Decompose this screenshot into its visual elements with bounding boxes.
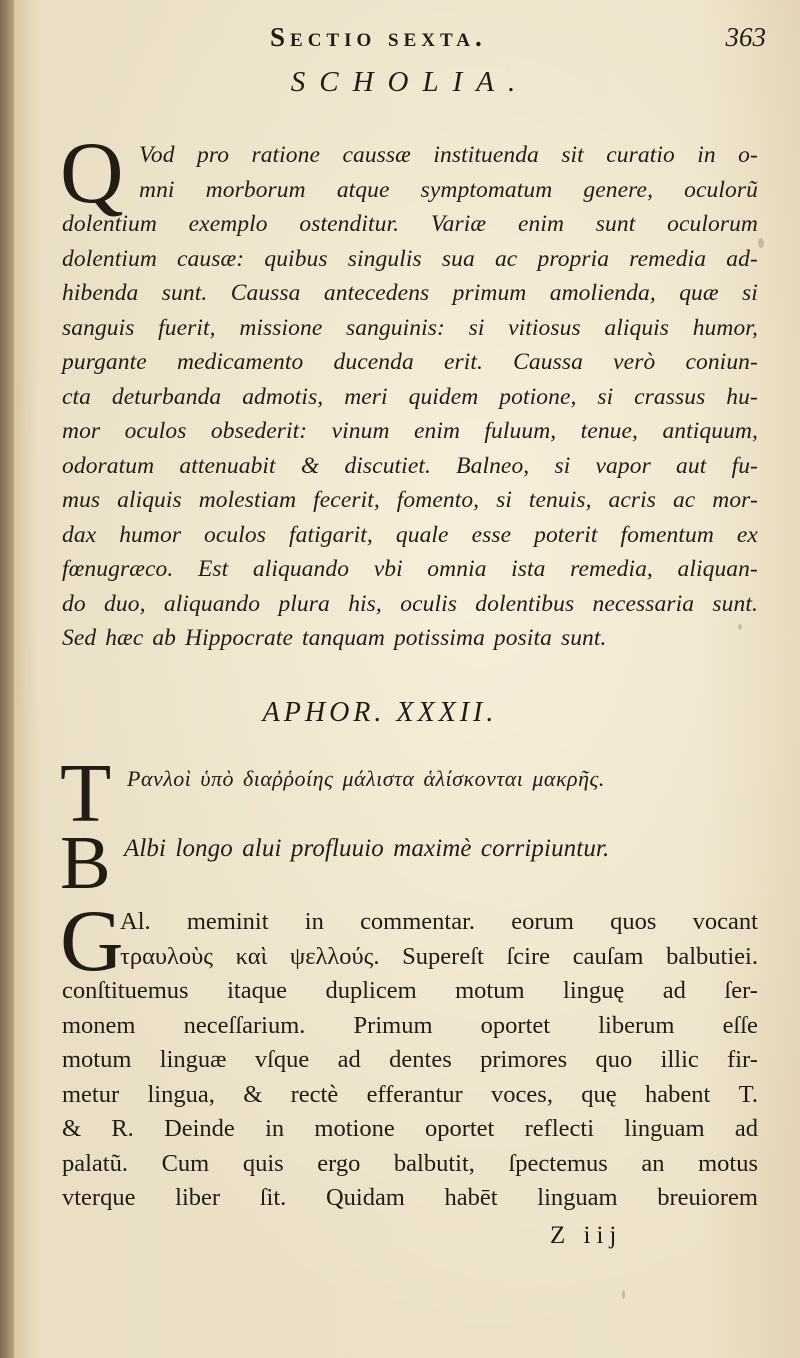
text-line: τραυλοὺς καὶ ψελλούς. Supereſt ſcire cauſam balbutiei.: [120, 942, 758, 970]
text-line: cta deturbanda admotis, meri quidem potione, si crassus hu-: [62, 383, 758, 410]
text-line: dolentium causæ: quibus singulis sua ac propria remedia ad-: [62, 245, 758, 272]
aphorism-latin: [124, 832, 724, 867]
paper-blemish: [738, 624, 742, 630]
text-line: fœnugræco. Est aliquando vbi omnia ista remedia, aliquan-: [62, 556, 758, 582]
latin-line: Albi longo alui profluuio maximè corripiuntur.: [124, 835, 610, 862]
dropcap-commentary: G: [60, 893, 124, 990]
text-line: & R. Deinde in motione oportet reflecti linguam ad: [62, 1115, 758, 1142]
running-head: Sectio sexta.: [270, 22, 487, 52]
text-line: mus aliquis molestiam fecerit, fomento, si tenuis, acris ac mor-: [62, 487, 758, 513]
dropcap-greek: T: [60, 747, 112, 840]
text-line: purgante medicamento ducenda erit. Caussa verò coniun-: [62, 349, 758, 375]
text-line: do duo, aliquando plura his, oculis dolentibus necessaria sunt.: [62, 590, 758, 617]
page-number: 363: [725, 22, 766, 52]
text-line: Vod pro ratione caussæ instituenda sit curatio in o-: [139, 142, 758, 168]
text-line: conſtituemus itaque duplicem motum linguę ad ſer-: [62, 977, 758, 1004]
paper-blemish: [622, 1290, 625, 1299]
text-line: metur lingua, & rectè efferantur voces, quę habent T.: [62, 1080, 758, 1108]
text-line: vterque liber ſit. Quidam habēt linguam breuiorem: [62, 1184, 758, 1211]
text-line: dolentium exemplo ostenditur. Variæ enim sunt oculorum: [62, 211, 758, 237]
text-line: mor oculos obsederit: vinum enim fuluum, tenue, antiquum,: [62, 418, 758, 444]
paper-blemish: [758, 238, 764, 248]
commentary-text: [62, 905, 758, 1216]
text-line: sanguis fuerit, missione sanguinis: si vitiosus aliquis humor,: [62, 314, 758, 341]
text-line: Sed hæc ab Hippocrate tanquam potissima posita sunt.: [62, 625, 607, 651]
text-line: mni morborum atque symptomatum genere, oculorũ: [139, 176, 758, 203]
page-header: [0, 20, 800, 60]
binding-gutter: [0, 0, 14, 1358]
dropcap-latin: B: [60, 821, 111, 905]
text-line: hibenda sunt. Caussa antecedens primum amolienda, quæ si: [62, 280, 758, 306]
text-line: odoratum attenuabit & discutiet. Balneo, si vapor aut fu-: [62, 452, 758, 479]
text-line: motum linguæ vſque ad dentes primores quo illic fir-: [62, 1046, 758, 1073]
scholia-text: [62, 138, 758, 656]
text-line: Al. meminit in commentar. eorum quos vocant: [120, 908, 758, 935]
text-line: monem neceſſarium. Primum oportet liberum eſſe: [62, 1011, 758, 1039]
text-line: palatũ. Cum quis ergo balbutit, ſpectemus an motus: [62, 1149, 758, 1177]
text-line: dax humor oculos fatigarit, quale esse poterit fomentum ex: [62, 521, 758, 548]
greek-line: Ρανλοὶ ὑπὸ διαῤῥοίης μάλιστα ἁλίσκονται μακρῆς.: [127, 766, 605, 791]
signature-mark: Z iij: [550, 1222, 623, 1249]
dropcap-scholia: Q: [60, 125, 124, 222]
section-heading: SCHOLIA.: [290, 66, 530, 98]
aphorism-heading: APHOR. XXXII.: [262, 697, 498, 728]
aphorism-greek: [127, 762, 727, 797]
